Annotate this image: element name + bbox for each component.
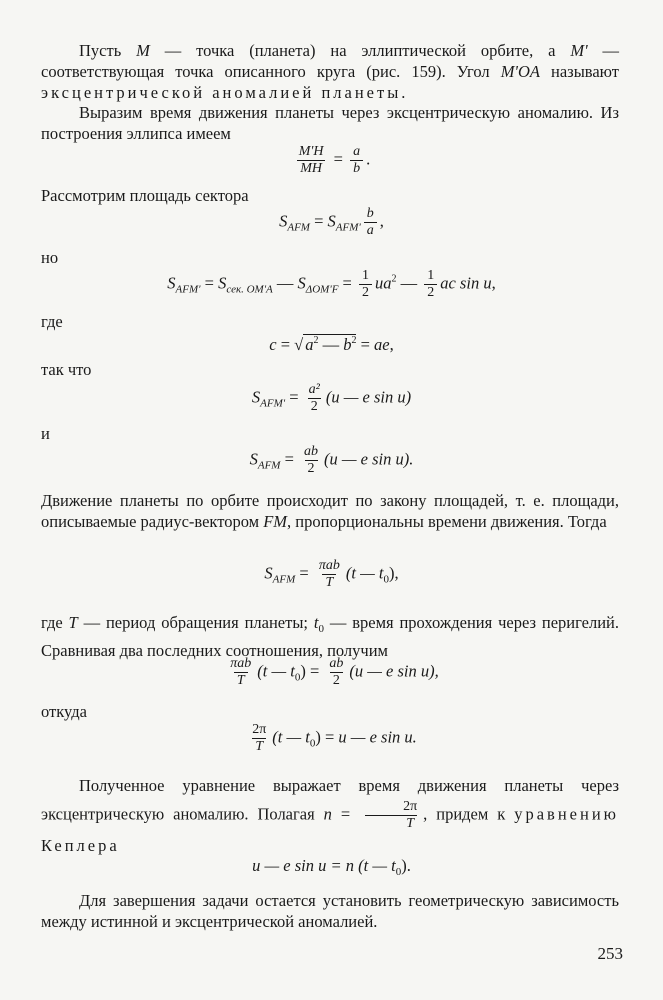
radicand: $a^2$ — $b^2$ bbox=[305, 335, 357, 354]
var-m-prime: M' bbox=[570, 41, 588, 60]
sqrt-sign: √ bbox=[294, 335, 304, 354]
text-but: но bbox=[41, 248, 59, 267]
equation-sector-area: $S_{AFM} = S_{AFM'}$ $\frac{b}{a}$ , bbox=[279, 206, 384, 238]
var-m: M bbox=[136, 41, 150, 60]
fraction: $\frac{2\pi}{T}$ bbox=[362, 799, 420, 832]
fraction: $\frac{ab}{2}$ bbox=[329, 656, 344, 688]
emphasized-term: уравнению Кеплера bbox=[41, 804, 619, 855]
paragraph-law-of-areas: Движение планеты по орбите происходит по закону площадей, т. е. площади, описываемые радиус-вектором FM, пропорциональны времени движения. Тогда bbox=[41, 491, 619, 531]
emphasized-term: эксцентрической аномалией планеты. bbox=[41, 83, 409, 102]
equation-area-time: $S_{AFM}$ = $\frac{\text{πab}}{T}$ (t — $t_0$), bbox=[264, 558, 399, 590]
angle-mprime-o-a: M'OA bbox=[500, 62, 540, 81]
page-number: 253 bbox=[597, 944, 623, 963]
equation-ratio: $\frac{M'H}{MH}$ = $\frac{a}{b}$ . bbox=[0, 144, 663, 177]
fraction: $\frac{1}{2}$ bbox=[359, 268, 372, 301]
fraction: $\frac{2\pi}{T}$ bbox=[252, 722, 267, 754]
fraction: $\frac{1}{2}$ bbox=[424, 268, 437, 301]
paragraph-express-time: Выразим время движения планеты через эксцентрическую аномалию. Из построения эллипса имеем bbox=[41, 103, 619, 143]
text: называют bbox=[539, 62, 619, 81]
equation-sector-difference: $S_{AFM'} = S_{сек. OM'A}$ — $S_{\Delta OM'F}$ = $\frac{1}{2}$ $ua^2$ — $\frac{1}{2}$ ac sin u, bbox=[167, 268, 496, 300]
text: — точка (планета) на эллиптической орбите, а bbox=[149, 41, 571, 60]
fraction: $\frac{M'H}{MH}$ bbox=[298, 144, 324, 176]
fraction: $\frac{a}{b}$ bbox=[350, 144, 363, 177]
text-where: где bbox=[41, 312, 63, 331]
text-so-that: так что bbox=[41, 360, 92, 379]
equation-comparison: $\frac{\text{πab}}{T}$ (t — $t_0$) = $\frac{ab}{2}$ (u — e sin u), bbox=[0, 656, 663, 689]
fraction: $\frac{\text{πab}}{T}$ bbox=[318, 558, 340, 590]
text-and: и bbox=[41, 424, 50, 443]
paragraph-kepler-intro: Полученное уравнение выражает время движения планеты через эксцентрическую аномалию. Полагая n = $\frac{2\pi}{T}$ , придем к уравнению Кеплера bbox=[41, 776, 619, 855]
text-consider-area: Рассмотрим площадь сектора bbox=[41, 186, 249, 205]
equation-focal-distance: c = √ $a^2$ — $b^2$ = ae, bbox=[269, 335, 394, 354]
text-whence: откуда bbox=[41, 702, 87, 721]
fraction: $\frac{\text{a²}}{2}$ bbox=[308, 382, 320, 414]
fraction: $\frac{\text{πab}}{T}$ bbox=[230, 656, 252, 688]
text: — соответствующая точка описанного круга (рис. 159). Угол bbox=[41, 41, 619, 81]
fraction: $\frac{ab}{2}$ bbox=[304, 444, 319, 476]
equation-area-prime: $S_{AFM'}$ = $\frac{\text{a²}}{2}$ (u — e sin u) bbox=[251, 382, 412, 414]
equation-time-anomaly: $\frac{2\pi}{T}$ (t — $t_0) = u$ — e sin u. bbox=[0, 722, 663, 755]
equation-kepler: u — e sin u = n (t — $t_0$). bbox=[252, 856, 411, 878]
paragraph-period: где T — период обращения планеты; $t_0$ — время прохождения через перигелий. Сравнивая два последних соотношения, получим bbox=[41, 613, 619, 660]
paragraph-conclusion: Для завершения задачи остается установить геометрическую зависимость между истинной и эксцентрической аномалией. bbox=[41, 891, 619, 931]
text: Пусть bbox=[79, 41, 137, 60]
fraction: $\frac{b}{a}$ bbox=[364, 206, 377, 239]
equation-area: $S_{AFM}$ = $\frac{ab}{2}$ (u — e sin u). bbox=[249, 444, 414, 476]
paragraph-eccentric-anomaly-def bbox=[41, 40, 619, 103]
